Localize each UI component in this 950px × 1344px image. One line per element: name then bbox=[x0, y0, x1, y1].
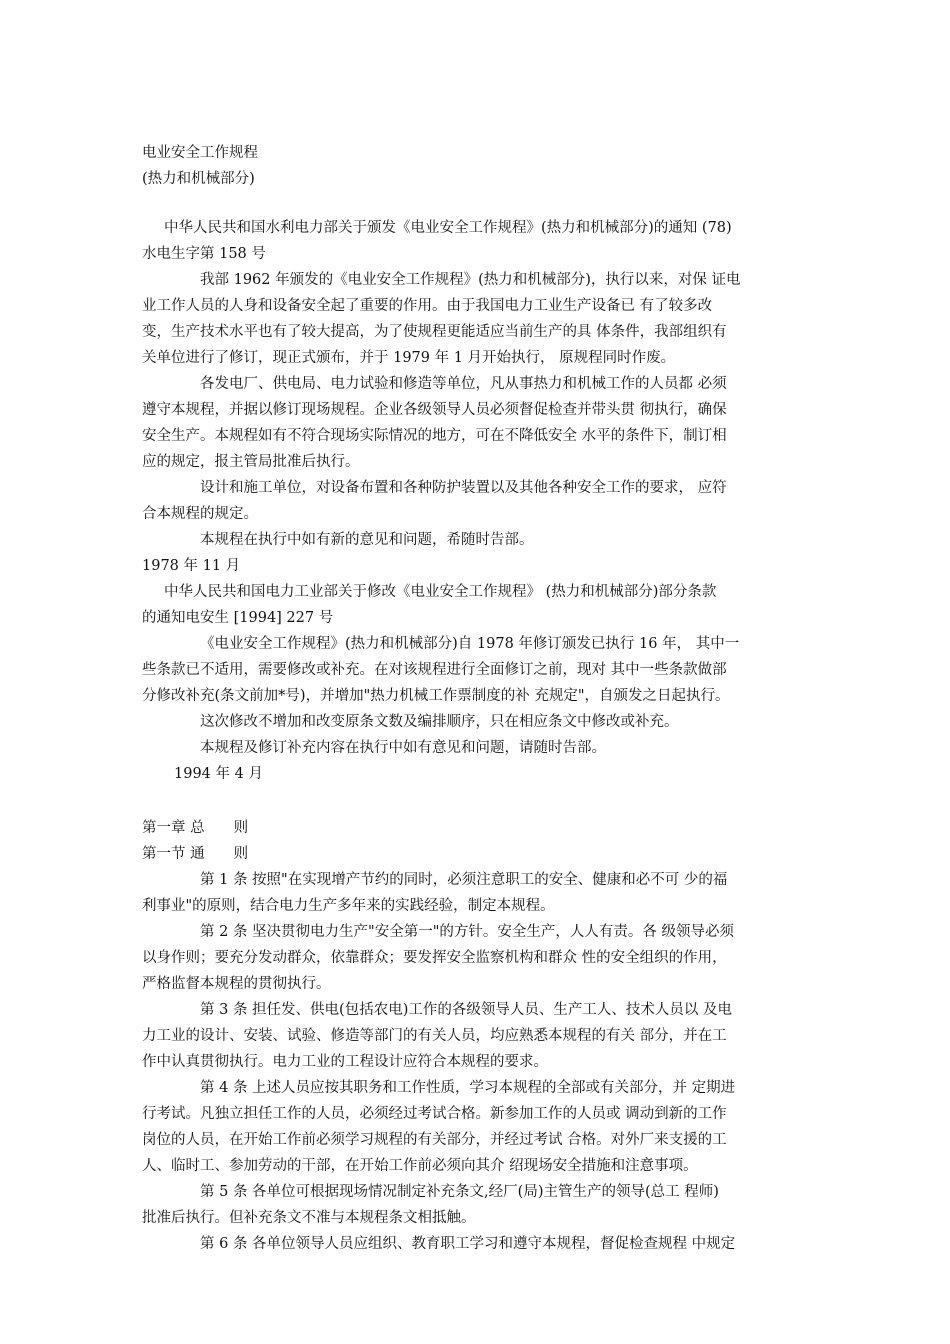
paragraph-line: 安全生产。本规程如有不符合现场实际情况的地方，可在不降低安全 水平的条件下，制订相 bbox=[142, 428, 727, 444]
article-line: 第 4 条 上述人员应按其职务和工作性质，学习本规程的全部或有关部分，并 定期进 bbox=[200, 1080, 736, 1096]
paragraph-line: 遵守本规程，并据以修订现场规程。企业各级领导人员必须督促检查并带头贯 彻执行，确保 bbox=[142, 402, 727, 418]
paragraph-line: 我部 1962 年颁发的《电业安全工作规程》(热力和机械部分)，执行以来，对保 证电 bbox=[200, 272, 741, 288]
article-line: 以身作则；要充分发动群众，依靠群众；要发挥安全监察机构和群众 性的安全组织的作用， bbox=[142, 950, 727, 966]
article-line: 作中认真贯彻执行。电力工业的工程设计应符合本规程的要求。 bbox=[142, 1054, 548, 1070]
notice1-heading: 中华人民共和国水利电力部关于颁发《电业安全工作规程》(热力和机械部分)的通知 (78) bbox=[164, 220, 732, 236]
paragraph-line: 些条款已不适用，需要修改或补充。在对该规程进行全面修订之前，现对 其中一些条款做部 bbox=[142, 662, 727, 678]
paragraph-line: 本规程及修订补充内容在执行中如有意见和问题，请随时告部。 bbox=[200, 740, 606, 756]
article-line: 第 6 条 各单位领导人员应组织、教育职工学习和遵守本规程，督促检查规程 中规定 bbox=[200, 1236, 736, 1252]
paragraph-line: 合本规程的规定。 bbox=[142, 506, 258, 522]
article-line: 第 2 条 坚决贯彻电力生产"安全第一"的方针。安全生产，人人有责。各 级领导必须 bbox=[200, 924, 734, 940]
section-title: 第一节 通 则 bbox=[142, 846, 249, 862]
notice1-date: 1978 年 11 月 bbox=[142, 558, 241, 574]
article-line: 力工业的设计、安装、试验、修造等部门的有关人员，均应熟悉本规程的有关 部分，并在工 bbox=[142, 1028, 727, 1044]
article-line: 岗位的人员，在开始工作前必须学习规程的有关部分，并经过考试 合格。对外厂来支援的工 bbox=[142, 1132, 727, 1148]
article-line: 第 1 条 按照"在实现增产节约的同时，必须注意职工的安全、健康和必不可 少的福 bbox=[200, 872, 728, 888]
notice2-heading: 的通知电安生 [1994] 227 号 bbox=[142, 610, 334, 626]
paragraph-line: 分修改补充(条文前加*号)，并增加"热力机械工作票制度的补 充规定"，自颁发之日起执行。 bbox=[142, 688, 730, 704]
notice2-date: 1994 年 4 月 bbox=[174, 766, 263, 782]
article-line: 第 5 条 各单位可根据现场情况制定补充条文,经厂(局)主管生产的领导(总工 程师) bbox=[200, 1184, 719, 1200]
paragraph-line: 各发电厂、供电局、电力试验和修造等单位，凡从事热力和机械工作的人员都 必须 bbox=[200, 376, 727, 392]
article-line: 人、临时工、参加劳动的干部，在开始工作前必须向其介 绍现场安全措施和注意事项。 bbox=[142, 1158, 698, 1174]
chapter-title: 第一章 总 则 bbox=[142, 820, 249, 836]
paragraph-line: 变，生产技术水平也有了较大提高，为了使规程更能适应当前生产的具 体条件，我部组织有 bbox=[142, 324, 727, 340]
paragraph-line: 这次修改不增加和改变原条文数及编排顺序，只在相应条文中修改或补充。 bbox=[200, 714, 679, 730]
paragraph-line: 《电业安全工作规程》(热力和机械部分)自 1978 年修订颁发已执行 16 年， 其中一 bbox=[200, 636, 740, 652]
article-line: 批准后执行。但补充条文不准与本规程条文相抵触。 bbox=[142, 1210, 476, 1226]
article-line: 利事业"的原则，结合电力生产多年来的实践经验，制定本规程。 bbox=[142, 898, 555, 914]
article-line: 严格监督本规程的贯彻执行。 bbox=[142, 976, 331, 992]
notice1-heading: 水电生字第 158 号 bbox=[142, 246, 266, 262]
paragraph-line: 设计和施工单位，对设备布置和各种防护装置以及其他各种安全工作的要求， 应符 bbox=[200, 480, 727, 496]
paragraph-line: 应的规定，报主管局批准后执行。 bbox=[142, 454, 360, 470]
notice2-heading: 中华人民共和国电力工业部关于修改《电业安全工作规程》 (热力和机械部分)部分条款 bbox=[164, 584, 717, 600]
paragraph-line: 关单位进行了修订，现正式颁布，并于 1979 年 1 月开始执行， 原规程同时作废。 bbox=[142, 350, 676, 366]
paragraph-line: 本规程在执行中如有新的意见和问题，希随时告部。 bbox=[200, 532, 534, 548]
article-line: 第 3 条 担任发、供电(包括农电)工作的各级领导人员、生产工人、技术人员以 及电 bbox=[200, 1002, 732, 1018]
article-line: 行考试。凡独立担任工作的人员，必须经过考试合格。新参加工作的人员或 调动到新的工作 bbox=[142, 1106, 727, 1122]
document-subtitle: (热力和机械部分) bbox=[142, 171, 255, 187]
document-title: 电业安全工作规程 bbox=[142, 145, 258, 161]
paragraph-line: 业工作人员的人身和设备安全起了重要的作用。由于我国电力工业生产设备已 有了较多改 bbox=[142, 298, 713, 314]
